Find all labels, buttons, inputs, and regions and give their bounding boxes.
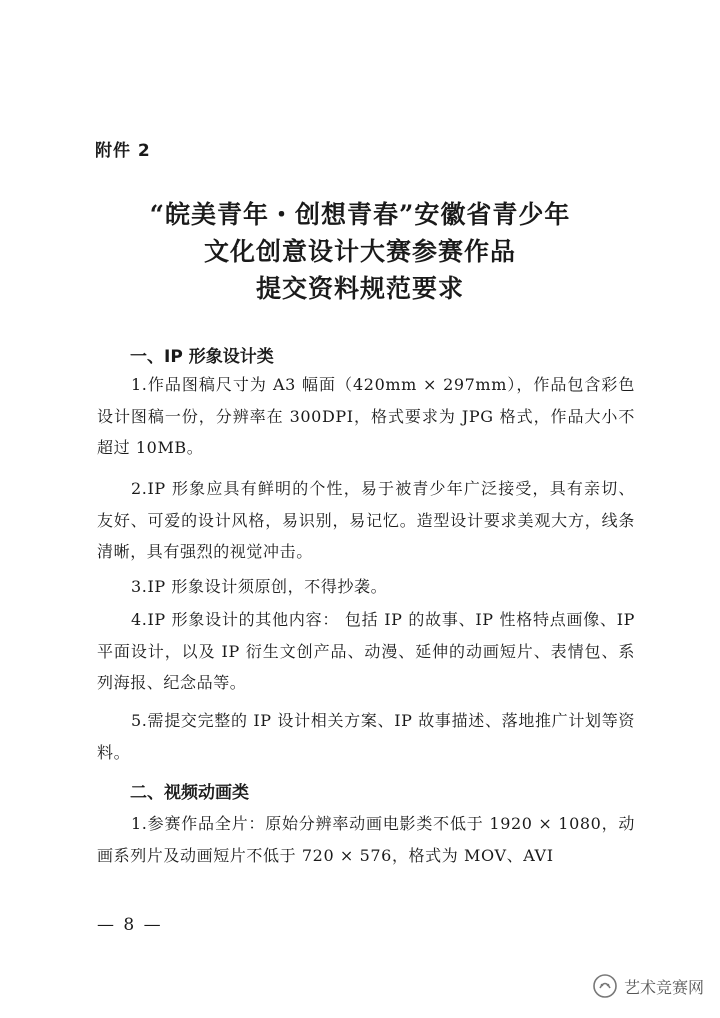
attachment-label: 附件 2 xyxy=(95,141,151,161)
section-1-item-1: 1.作品图稿尺寸为 A3 幅面（420mm × 297mm），作品包含彩色设计图稿一份，分辨率在 300DPI，格式要求为 JPG 格式，作品大小不超过 10MB。 xyxy=(97,375,635,457)
title-line-1: “皖美青年・创想青春”安徽省青少年 xyxy=(149,200,571,229)
section-1-heading: 一、IP 形象设计类 xyxy=(130,347,274,367)
title-line-3: 提交资料规范要求 xyxy=(255,274,464,303)
section-2-heading: 二、视频动画类 xyxy=(130,783,249,803)
document-title xyxy=(0,196,720,307)
title-line-2: 文化创意设计大赛参赛作品 xyxy=(203,237,516,266)
watermark-text: 艺术竞赛网 xyxy=(623,977,704,997)
page-number: — 8 — xyxy=(97,915,163,935)
section-1-item-5: 5.需提交完整的 IP 设计相关方案、IP 故事描述、落地推广计划等资料。 xyxy=(97,711,635,762)
section-1-item-4: 4.IP 形象设计的其他内容： 包括 IP 的故事、IP 性格特点画像、IP 平面设计，以及 IP 衍生文创产品、动漫、延伸的动画短片、表情包、系列海报、纪念品等。 xyxy=(97,610,635,692)
wechat-channel-icon xyxy=(592,973,618,999)
section-2-item-1: 1.参赛作品全片：原始分辨率动画电影类不低于 1920 × 1080，动画系列片及动画短片不低于 720 × 576，格式为 MOV、AVI xyxy=(97,814,635,865)
section-1-item-3: 3.IP 形象设计须原创，不得抄袭。 xyxy=(131,577,388,596)
section-1-item-2: 2.IP 形象应具有鲜明的个性，易于被青少年广泛接受，具有亲切、友好、可爱的设计风格，易识别，易记忆。造型设计要求美观大方，线条清晰，具有强烈的视觉冲击。 xyxy=(97,479,635,561)
watermark xyxy=(592,973,704,999)
